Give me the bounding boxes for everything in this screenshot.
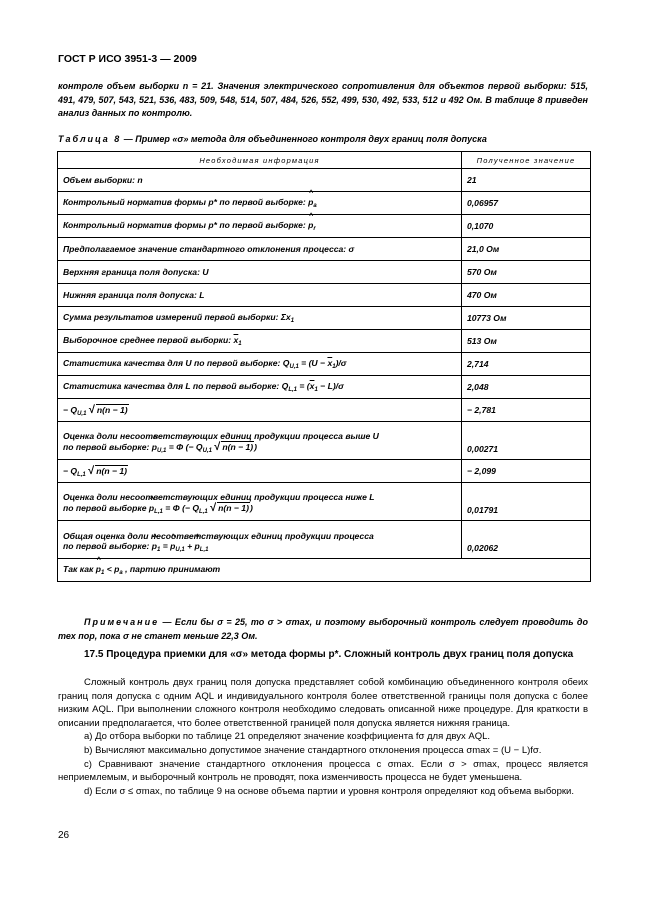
document-header: ГОСТ Р ИСО 3951-3 — 2009: [58, 53, 197, 65]
table-row: [58, 307, 591, 330]
paragraph: c) Сравнивают значение стандартного отклонения процесса с σmax. Если σ > σmax, процесс является неприемлемым, и выборочный контроль не проводят, пока изменчивость процесса не будет уменьшена.: [58, 758, 588, 784]
table-note: [58, 616, 588, 643]
intro-paragraph: контроле объем выборки n = 21. Значения электрического сопротивления для объектов первой выборки: 515, 491, 479, 507, 543, 521, 536, 483, 509, 548, 514, 507, 484, 526, 552, 499, 530, 492, 533, 512 и 492 Ом. В таблице 8 приведен анализ данных по контролю.: [58, 81, 588, 119]
table-caption-label: Таблица 8: [58, 134, 122, 144]
table-row: [58, 460, 591, 483]
table-row: [58, 330, 591, 353]
col-header-value: Полученное значение: [462, 152, 591, 169]
table-row: [58, 422, 591, 460]
table-row: [58, 169, 591, 192]
table-row: [58, 261, 591, 284]
row-value: 0,1070: [462, 215, 591, 238]
table-row: [58, 353, 591, 376]
page-number: 26: [58, 830, 70, 841]
table-row: [58, 238, 591, 261]
table-caption-text: — Пример «σ» метода для объединенного контроля двух границ поля допуска: [121, 134, 487, 144]
row-label: Выборочное среднее первой выборки: $\overline{x}_1$: [58, 330, 462, 353]
row-value: − 2,781: [462, 399, 591, 422]
row-label: − $Q_{U,1}$ √ n(n − 1): [58, 399, 462, 422]
table-caption: [58, 134, 588, 144]
table-row: [58, 192, 591, 215]
section-body: [58, 676, 588, 798]
row-label: Оценка доли несоответствующих единиц продукции процесса ниже L по первой выборке ^ $p_{L,1} = \Phi$ (− $Q_{L,1}$ √ n(n − 1)): [58, 483, 462, 521]
table-row: [58, 521, 591, 559]
table-final-row: [58, 559, 591, 582]
row-label: Общая оценка доли несоответствующих единиц продукции процесса по первой выборке: ^ $p_1$ = ^ $p_{U,1}$ + ^ $p_{L,1}$: [58, 521, 462, 559]
row-label: Оценка доли несоответствующих единиц продукции процесса выше U по первой выборке: ^ $p_{U,1} = \Phi$ (− $Q_{U,1}$ √ n(n − 1)): [58, 422, 462, 460]
note-text: — Если бы σ = 25, то σ > σmax, и поэтому выборочный контроль следует проводить до тех пор, пока σ не станет меньше 22,3 Ом.: [58, 617, 588, 641]
row-value: 570 Ом: [462, 261, 591, 284]
paragraph: Сложный контроль двух границ поля допуска представляет собой комбинацию объединенного контроля обеих границ поля допуска с одним AQL и индивидуального контроля более ответственной границы поля допуска с более низким AQL. При выполнении сложного контроля необходимо следовать описанной ниже процедуре. Для краткости в описании предполагается, что более ответственной границей поля допуска является нижняя граница.: [58, 677, 588, 729]
table-row: [58, 399, 591, 422]
paragraph: d) Если σ ≤ σmax, по таблице 9 на основе объема партии и уровня контроля определяют код объема выборки.: [84, 785, 574, 797]
row-value: 0,02062: [462, 521, 591, 559]
paragraph: b) Вычисляют максимально допустимое значение стандартного отклонения процесса σmax = (U − L)fσ.: [84, 744, 542, 756]
row-value: 2,714: [462, 353, 591, 376]
row-label: − $Q_{L,1}$ √ n(n − 1): [58, 460, 462, 483]
row-value: 10773 Ом: [462, 307, 591, 330]
row-label: Верхняя граница поля допуска: U: [58, 261, 462, 284]
table-header-row: [58, 152, 591, 169]
row-label: Контрольный норматив формы p* по первой выборке: ^ $p_a$: [58, 192, 462, 215]
table-8: [57, 151, 591, 582]
row-value: 0,00271: [462, 422, 591, 460]
row-value: 0,01791: [462, 483, 591, 521]
row-value: 21: [462, 169, 591, 192]
section-heading: 17.5 Процедура приемки для «σ» метода формы p*. Сложный контроль двух границ поля допуска: [84, 649, 574, 660]
row-label: Сумма результатов измерений первой выборки: $\Sigma x_1$: [58, 307, 462, 330]
row-value: 21,0 Ом: [462, 238, 591, 261]
row-label: Контрольный норматив формы p* по первой выборке: ^ $p_r$: [58, 215, 462, 238]
row-label: Статистика качества для L по первой выборке: $Q_{L,1} = (\overline{x}_1 - L)/\sigma$: [58, 376, 462, 399]
table-row: [58, 376, 591, 399]
table-row: [58, 483, 591, 521]
row-value: 0,06957: [462, 192, 591, 215]
note-label: Примечание: [84, 617, 160, 627]
row-value: − 2,099: [462, 460, 591, 483]
row-label: Предполагаемое значение стандартного отклонения процесса: σ: [58, 238, 462, 261]
row-label: Нижняя граница поля допуска: L: [58, 284, 462, 307]
paragraph: a) До отбора выборки по таблице 21 определяют значение коэффициента fσ для двух AQL.: [84, 731, 491, 743]
row-label: Объем выборки: n: [58, 169, 462, 192]
table-row: [58, 215, 591, 238]
acceptance-conclusion: Так как ^ $p_1 < p_a$ , партию принимают: [58, 559, 591, 582]
col-header-info: Необходимая информация: [58, 152, 462, 169]
row-value: 2,048: [462, 376, 591, 399]
row-label: Статистика качества для U по первой выборке: $Q_{U,1} = (U - \overline{x}_1)/\sigma$: [58, 353, 462, 376]
table-row: [58, 284, 591, 307]
row-value: 470 Ом: [462, 284, 591, 307]
row-value: 513 Ом: [462, 330, 591, 353]
